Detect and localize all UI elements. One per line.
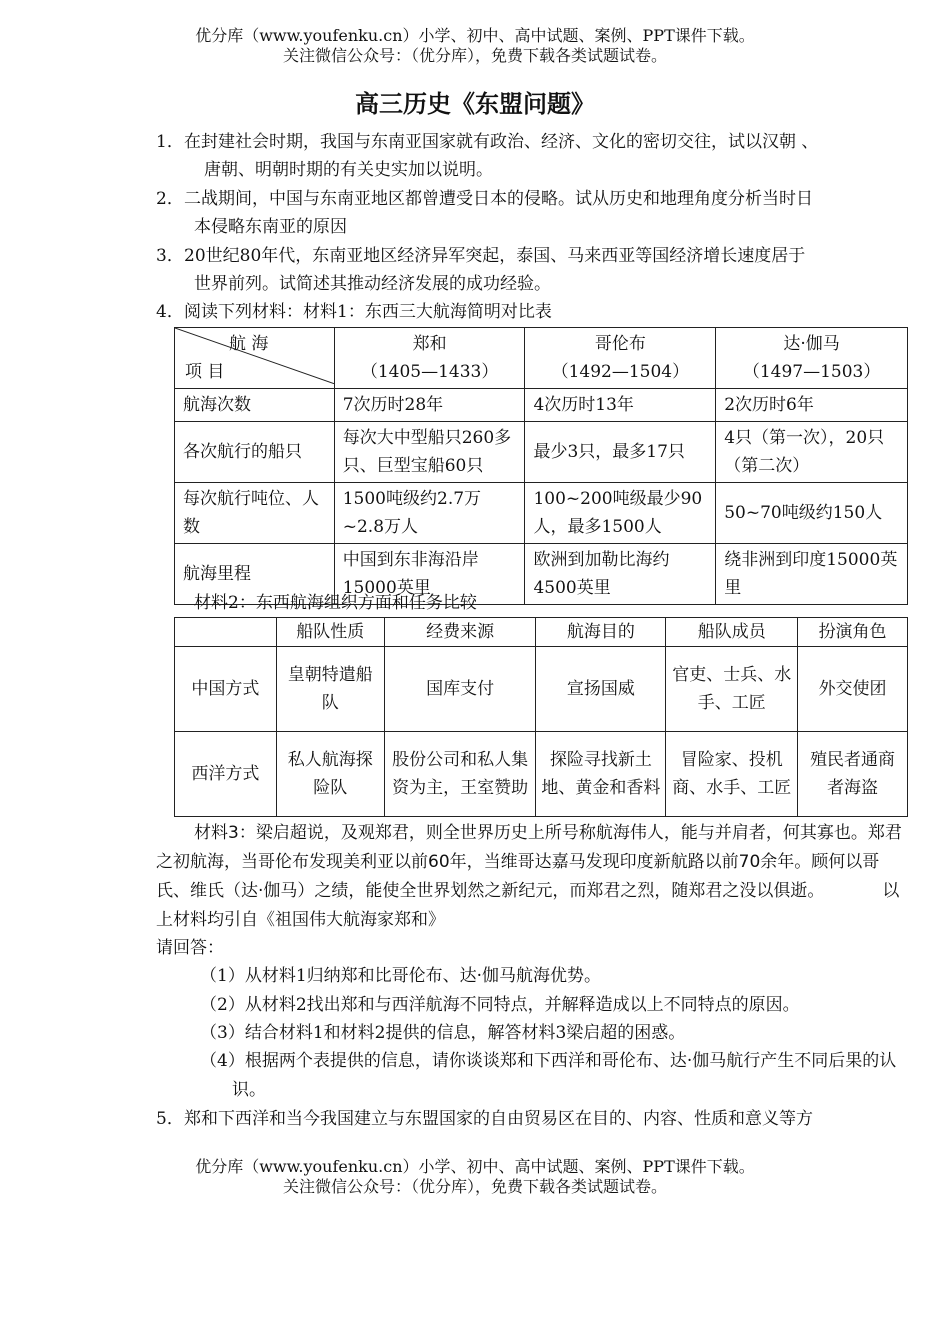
table-cell: 最少3只，最多17只 [525, 422, 716, 483]
header-cell [175, 618, 277, 647]
subquestion-1: （1）从材料1归纳郑和比哥伦布、达·伽马航海优势。 [200, 966, 602, 986]
column-name: 达·伽马 [783, 334, 840, 354]
page-title: 高三历史《东盟问题》 [355, 89, 595, 118]
table-cell: 皇朝特遣船队 [276, 647, 384, 732]
column-header-zhenghe [334, 328, 525, 389]
table-cell: 外交使团 [798, 647, 908, 732]
question-5 [156, 1105, 916, 1133]
question-number: 1． [156, 132, 184, 152]
header-cell: 航海目的 [536, 618, 666, 647]
header-cell: 经费来源 [384, 618, 536, 647]
table-cell: 4只（第一次），20只（第二次） [716, 422, 908, 483]
header-line-1: 优分库（www.youfenku.cn）小学、初中、高中试题、案例、PPT课件下载。 [195, 26, 755, 45]
material-2-caption: 材料2：东西航海组织方面和任务比较 [194, 593, 477, 613]
table-cell: 7次历时28年 [334, 389, 525, 422]
question-text: 郑和下西洋和当今我国建立与东盟国家的自由贸易区在目的、内容、性质和意义等方 [184, 1109, 813, 1129]
diagonal-header-cell [175, 328, 335, 389]
table-row [175, 647, 908, 732]
table-cell: 殖民者通商者海盗 [798, 732, 908, 817]
table-row [175, 483, 908, 544]
table-cell: 私人航海探险队 [276, 732, 384, 817]
organization-comparison-table [174, 617, 908, 817]
question-number: 4． [156, 302, 184, 322]
table-cell: 官吏、士兵、水手、工匠 [666, 647, 798, 732]
question-4 [156, 298, 916, 326]
header-cell: 船队性质 [276, 618, 384, 647]
column-header-columbus [525, 328, 716, 389]
table-cell: 中国到东非海沿岸15000英里 [334, 544, 525, 605]
question-text: 阅读下列材料：材料1：东西三大航海简明对比表 [184, 302, 552, 322]
header-cell: 扮演角色 [798, 618, 908, 647]
subquestion-2: （2）从材料2找出郑和与西洋航海不同特点，并解释造成以上不同特点的原因。 [200, 995, 800, 1015]
question-text: 在封建社会时期，我国与东南亚国家就有政治、经济、文化的密切交往，试以汉朝 、 [184, 132, 819, 152]
footer-line-2: 关注微信公众号：（优分库），免费下载各类试题试卷。 [282, 1177, 667, 1196]
column-years: （1492—1504） [551, 362, 690, 382]
question-number: 3． [156, 246, 184, 266]
table-row [175, 732, 908, 817]
row-label: 每次航行吨位、人数 [175, 483, 335, 544]
question-text-cont: 世界前列。试简述其推动经济发展的成功经验。 [194, 274, 551, 294]
table-cell: 宣扬国威 [536, 647, 666, 732]
table-cell: 2次历时6年 [716, 389, 908, 422]
table-cell: 绕非洲到印度15000英里 [716, 544, 908, 605]
table-cell: 股份公司和私人集资为主，王室赞助 [384, 732, 536, 817]
material-3-text: 材料3：梁启超说，及观郑君，则全世界历史上所号称航海伟人，能与并肩者，何其寡也。郑君之初航海，当哥伦布发现美利亚以前60年，当维哥达嘉马发现印度新航路以前70余年。顾何以哥氏、维氏（达·伽马）之绩，能使全世界划然之新纪元，而郑君之烈，随郑君之没以俱逝。 [156, 823, 902, 901]
corner-bottom-label: 项 目 [185, 362, 225, 382]
header-line-2: 关注微信公众号：（优分库），免费下载各类试题试卷。 [282, 46, 667, 65]
header-cell: 船队成员 [666, 618, 798, 647]
material-3-paragraph [156, 819, 908, 935]
table-header-row [175, 328, 908, 389]
column-name: 哥伦布 [594, 334, 646, 354]
question-3 [156, 242, 916, 298]
footer-line-1: 优分库（www.youfenku.cn）小学、初中、高中试题、案例、PPT课件下载。 [195, 1157, 755, 1176]
question-text: 二战期间，中国与东南亚地区都曾遭受日本的侵略。试从历史和地理角度分析当时日 [184, 189, 813, 209]
row-label: 航海里程 [175, 544, 335, 605]
row-label: 西洋方式 [175, 732, 277, 817]
column-name: 郑和 [412, 334, 447, 354]
voyage-comparison-table [174, 327, 908, 605]
question-2 [156, 185, 916, 241]
row-label: 航海次数 [175, 389, 335, 422]
table-cell: 探险寻找新土地、黄金和香料 [536, 732, 666, 817]
table-header-row [175, 618, 908, 647]
column-years: （1497—1503） [742, 362, 881, 382]
ask-label: 请回答： [156, 938, 224, 958]
question-1 [156, 128, 916, 184]
question-text-cont: 唐朝、明朝时期的有关史实加以说明。 [204, 160, 493, 180]
subquestion-4: （4）根据两个表提供的信息，请你谈谈郑和下西洋和哥伦布、达·伽马航行产生不同后果的认识。 [200, 1051, 897, 1100]
table-cell: 50~70吨级约150人 [716, 483, 908, 544]
column-years: （1405—1433） [360, 362, 499, 382]
table-cell: 每次大中型船只260多只、巨型宝船60只 [334, 422, 525, 483]
row-label: 中国方式 [175, 647, 277, 732]
table-cell: 4次历时13年 [525, 389, 716, 422]
table-cell: 1500吨级约2.7万~2.8万人 [334, 483, 525, 544]
table-cell: 冒险家、投机商、水手、工匠 [666, 732, 798, 817]
corner-top-label: 航 海 [229, 334, 269, 354]
material-3-source: 以上材料均引自《祖国伟大航海家郑和》 [156, 881, 900, 930]
table-cell: 欧洲到加勒比海约4500英里 [525, 544, 716, 605]
question-number: 2． [156, 189, 184, 209]
question-text: 20世纪80年代，东南亚地区经济异军突起，泰国、马来西亚等国经济增长速度居于 [184, 246, 806, 266]
table-row [175, 422, 908, 483]
question-number: 5． [156, 1109, 184, 1129]
subquestion-3: （3）结合材料1和材料2提供的信息，解答材料3梁启超的困惑。 [200, 1023, 686, 1043]
question-text-cont: 本侵略东南亚的原因 [194, 217, 347, 237]
row-label: 各次航行的船只 [175, 422, 335, 483]
table-cell: 100~200吨级最少90人，最多1500人 [525, 483, 716, 544]
column-header-dagama [716, 328, 908, 389]
table-cell: 国库支付 [384, 647, 536, 732]
table-row [175, 389, 908, 422]
